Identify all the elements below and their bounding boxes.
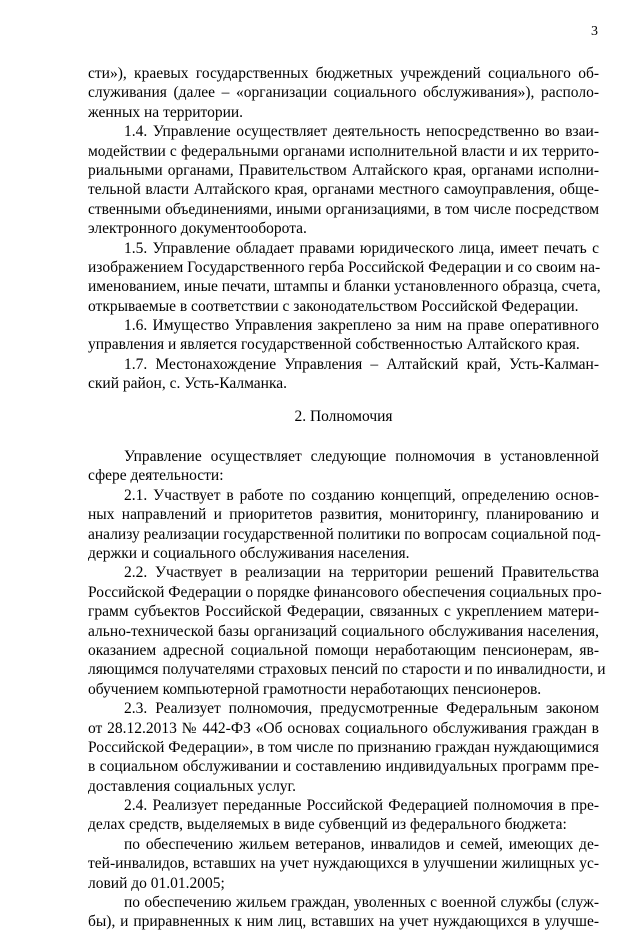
section-heading: 2. Полномочия [294,407,393,425]
text-line: ально-технической базы организаций социального обслуживания населения, [88,622,599,640]
text-line: Управление осуществляет следующие полномочия в установленной [124,448,599,466]
text-line: 2.2. Участвует в реализации на территории решений Правительства [124,564,599,582]
text-line: 2.3. Реализует полномочия, предусмотренные Федеральным законом [124,700,599,718]
text-line: 1.4. Управление осуществляет деятельность непосредственно во взаи- [124,123,599,141]
text-line: модействии с федеральными органами исполнительной власти и их террито- [88,142,599,160]
text-line: открываемые в соответствии с законодательством Российской Федерации. [88,297,579,315]
text-line: служивания (далее – «организации социального обслуживания»), располо- [88,84,599,102]
text-line: по обеспечению жильем ветеранов, инвалидов и семей, имеющих де- [124,835,599,853]
text-line: в социальном обслуживании и составлению индивидуальных программ пре- [88,758,599,776]
text-line: бы), и приравненных к ним лиц, вставших на учет нуждающихся в улучше- [88,913,599,931]
text-line: грамм субъектов Российской Федерации, связанных с укреплением матери- [88,603,599,621]
text-line: Российской Федерации», в том числе по признанию граждан нуждающимися [88,738,599,756]
section-2-body [88,447,606,932]
text-line: 1.6. Имущество Управления закреплено за ним на праве оперативного [124,317,599,335]
text-line: женных на территории. [88,103,244,121]
text-line: ляющимся получателями страховых пенсий по старости и по инвалидности, и [88,661,606,679]
text-line: доставления социальных услуг. [88,777,297,795]
text-line: 2.1. Участвует в работе по созданию концепций, определению основ- [124,486,599,504]
text-line: 2.4. Реализует переданные Российской Федерацией полномочия в пре- [124,797,599,815]
text-line: ловий до 01.01.2005; [88,874,225,892]
document-body [88,64,606,932]
text-line: 1.7. Местонахождение Управления – Алтайский край, Усть-Калман- [124,355,599,373]
text-line: держки и социального обслуживания населения. [88,544,410,562]
text-line: ский район, с. Усть-Калманка. [88,375,288,393]
text-line: ственными объединениями, иными организациями, в том числе посредством [88,200,599,218]
text-line: электронного документооборота. [88,220,307,238]
text-line: оказанием адресной социальной помощи неработающим пенсионерам, яв- [88,641,599,659]
page-number: 3 [591,24,598,39]
text-line: делах средств, выделяемых в виде субвенций из федерального бюджета: [88,816,567,834]
text-line: риальными органами, Правительством Алтайского края, органами исполни- [88,161,599,179]
text-line: ных направлений и приоритетов развития, мониторингу, планированию и [88,506,599,524]
text-line: по обеспечению жильем граждан, уволенных с военной службы (служ- [124,894,599,912]
text-line: тей-инвалидов, вставших на учет нуждающихся в улучшении жилищных ус- [88,855,599,873]
text-line: сфере деятельности: [88,467,224,485]
text-line: 1.5. Управление обладает правами юридического лица, имеет печать с [124,239,599,257]
text-line: Российской Федерации о порядке финансового обеспечения социальных про- [88,583,602,601]
text-line: управления и является государственной собственностью Алтайского края. [88,336,580,354]
text-line: обучением компьютерной грамотности неработающих пенсионеров. [88,680,542,698]
text-line: от 28.12.2013 № 442-ФЗ «Об основах социального обслуживания граждан в [88,719,599,737]
text-line: тельной власти Алтайского края, органами местного самоуправления, обще- [88,181,599,199]
section-1-continuation [88,64,599,394]
text-line: сти»), краевых государственных бюджетных учреждений социального об- [88,65,599,82]
text-line: изображением Государственного герба Российской Федерации и со своим на- [88,258,601,276]
text-line: анализу реализации государственной политики по вопросам социальной под- [88,525,601,543]
text-line: именованием, иные печати, штампы и бланки установленного образца, счета, [88,278,601,296]
